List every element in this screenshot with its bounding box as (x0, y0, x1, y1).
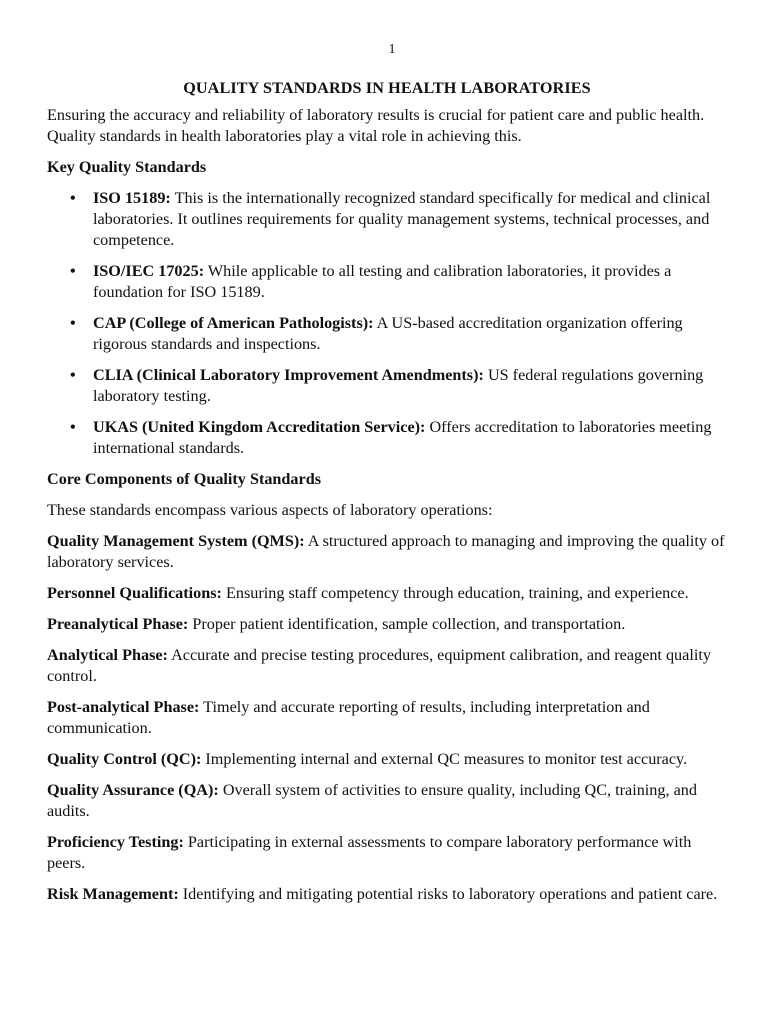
component-term: Preanalytical Phase: (47, 615, 189, 633)
component-description: Ensuring staff competency through education, training, and experience. (221, 584, 689, 602)
component-paragraph (47, 749, 727, 770)
component-term: Quality Assurance (QA): (47, 781, 219, 799)
key-standards-list (47, 188, 727, 459)
standard-description: US federal regulations governing laboratory testing. (93, 366, 704, 405)
component-paragraph (47, 832, 727, 874)
component-description: Timely and accurate reporting of results, including interpretation and communication. (47, 698, 650, 737)
standard-description: Offers accreditation to laboratories meeting international standards. (93, 418, 712, 457)
bullet-icon: • (70, 366, 76, 384)
document-title: QUALITY STANDARDS IN HEALTH LABORATORIES (183, 79, 591, 97)
component-term: Post-analytical Phase: (47, 698, 200, 716)
component-paragraph (47, 884, 727, 905)
core-components-heading: Core Components of Quality Standards (47, 470, 322, 488)
component-paragraph (47, 614, 727, 635)
standard-term: CLIA (Clinical Laboratory Improvement Amendments): (93, 366, 484, 384)
bullet-icon: • (70, 262, 76, 280)
standard-description: This is the internationally recognized standard specifically for medical and clinical laboratories. It outlines requirements for quality management systems, technical processes, and competence. (93, 189, 711, 249)
standard-term: UKAS (United Kingdom Accreditation Service): (93, 418, 426, 436)
standard-description: A US-based accreditation organization offering rigorous standards and inspections. (93, 314, 683, 353)
bullet-icon: • (70, 314, 76, 332)
core-components-intro: These standards encompass various aspects of laboratory operations: (47, 501, 493, 519)
page-number: 1 (388, 42, 396, 57)
intro-paragraph: Ensuring the accuracy and reliability of laboratory results is crucial for patient care and public health. Quality standards in health laboratories play a vital role in achieving this. (47, 106, 705, 145)
standard-term: ISO/IEC 17025: (93, 262, 205, 280)
component-paragraph (47, 697, 727, 739)
list-item (47, 261, 727, 303)
component-description: Accurate and precise testing procedures, equipment calibration, and reagent quality control. (47, 646, 711, 685)
list-item (47, 417, 727, 459)
component-description: Participating in external assessments to compare laboratory performance with peers. (47, 833, 692, 872)
document-page (47, 40, 727, 915)
standard-term: CAP (College of American Pathologists): (93, 314, 374, 332)
component-description: A structured approach to managing and improving the quality of laboratory services. (47, 532, 725, 571)
component-term: Analytical Phase: (47, 646, 168, 664)
component-description: Proper patient identification, sample collection, and transportation. (188, 615, 626, 633)
component-description: Implementing internal and external QC measures to monitor test accuracy. (201, 750, 688, 768)
component-paragraph (47, 531, 727, 573)
component-term: Personnel Qualifications: (47, 584, 222, 602)
component-paragraph (47, 780, 727, 822)
standard-term: ISO 15189: (93, 189, 171, 207)
component-paragraph (47, 645, 727, 687)
component-description: Overall system of activities to ensure quality, including QC, training, and audits. (47, 781, 697, 820)
component-term: Quality Management System (QMS): (47, 532, 305, 550)
list-item (47, 313, 727, 355)
component-term: Proficiency Testing: (47, 833, 184, 851)
bullet-icon: • (70, 189, 76, 207)
key-standards-heading: Key Quality Standards (47, 158, 207, 176)
list-item (47, 188, 727, 251)
component-paragraph (47, 583, 727, 604)
component-term: Quality Control (QC): (47, 750, 202, 768)
standard-description: While applicable to all testing and calibration laboratories, it provides a foundation for ISO 15189. (93, 262, 672, 301)
component-term: Risk Management: (47, 885, 179, 903)
component-description: Identifying and mitigating potential risks to laboratory operations and patient care. (178, 885, 718, 903)
bullet-icon: • (70, 418, 76, 436)
list-item (47, 365, 727, 407)
